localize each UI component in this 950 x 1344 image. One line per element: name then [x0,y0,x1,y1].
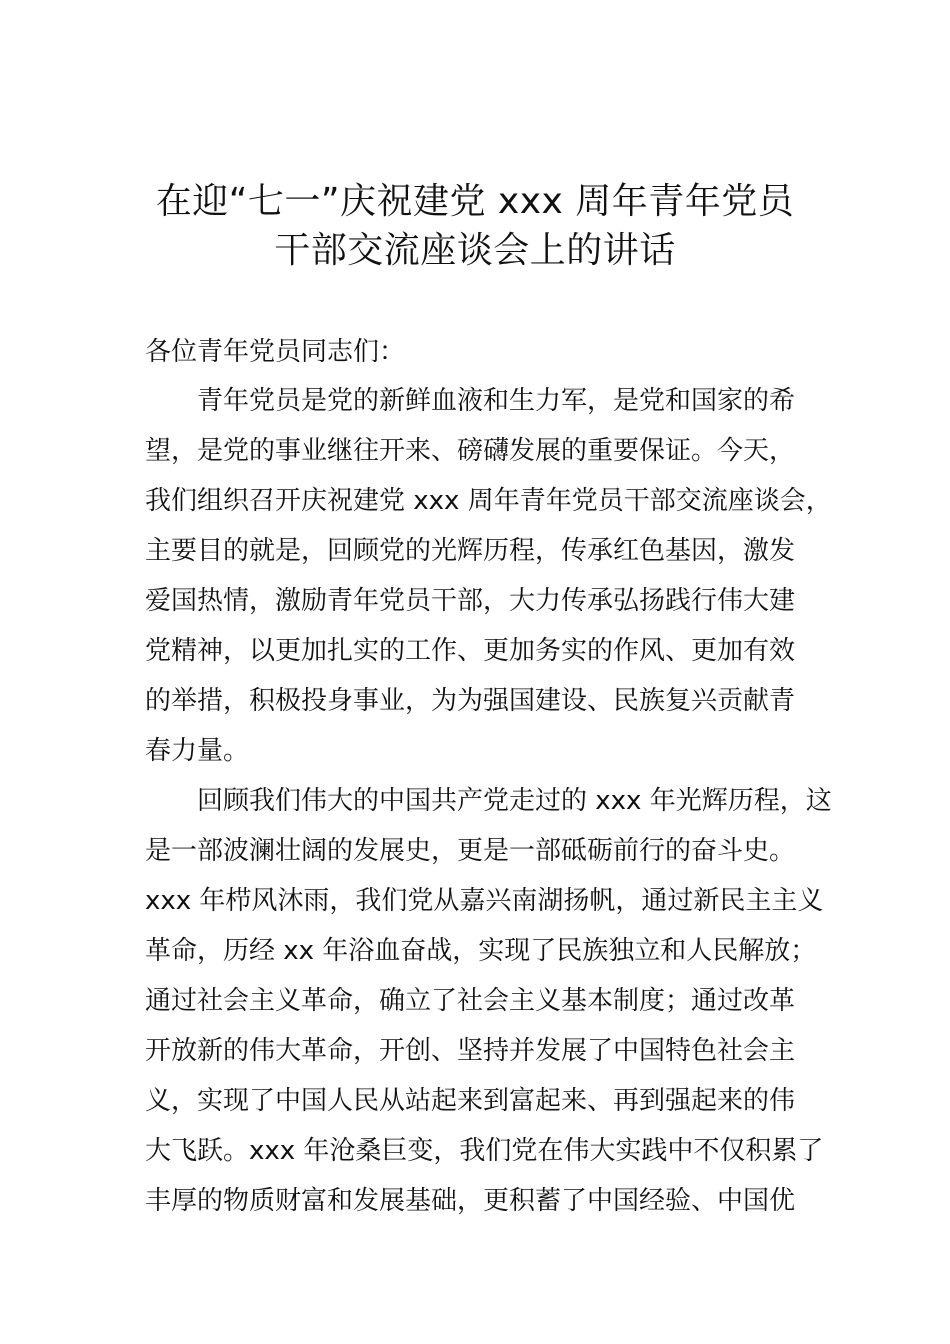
paragraph-1-line-2: 望，是党的事业继往开来、磅礴发展的重要保证。今天， [145,436,796,466]
paragraph-2-line-2: 是一部波澜壮阔的发展史，更是一部砥砺前行的奋斗史。 [145,836,796,866]
paragraph-2-line-1: 回顾我们伟大的中国共产党走过的 xxx 年光辉历程，这 [197,786,832,816]
paragraph-1-line-1: 青年党员是党的新鲜血液和生力军，是党和国家的希 [197,386,796,416]
paragraph-1-line-7: 的举措，积极投身事业，为为强国建设、民族复兴贡献青 [145,686,796,716]
paragraph-2-line-3: xxx 年栉风沐雨，我们党从嘉兴南湖扬帆，通过新民主主义 [145,886,824,916]
paragraph-2-line-6: 开放新的伟大革命，开创、坚持并发展了中国特色社会主 [145,1036,796,1066]
paragraph-1-line-8: 春力量。 [145,736,250,766]
paragraph-1-line-3: 我们组织召开庆祝建党 xxx 周年青年党员干部交流座谈会， [145,486,832,516]
document-title-line-1: 在迎“七一”庆祝建党 xxx 周年青年党员 [155,181,795,222]
paragraph-1-line-5: 爱国热情，激励青年党员干部，大力传承弘扬践行伟大建 [145,586,796,616]
paragraph-2-line-9: 丰厚的物质财富和发展基础，更积蓄了中国经验、中国优 [145,1186,796,1216]
paragraph-2-line-5: 通过社会主义革命，确立了社会主义基本制度；通过改革 [145,986,796,1016]
salutation: 各位青年党员同志们： [145,337,406,367]
paragraph-1-line-6: 党精神，以更加扎实的工作、更加务实的作风、更加有效 [145,636,796,666]
paragraph-2-line-4: 革命，历经 xx 年浴血奋战，实现了民族独立和人民解放； [145,936,817,966]
paragraph-1-line-4: 主要目的就是，回顾党的光辉历程，传承红色基因，激发 [145,536,796,566]
document-title-line-2: 干部交流座谈会上的讲话 [274,230,676,271]
paragraph-2-line-7: 义，实现了中国人民从站起来到富起来、再到强起来的伟 [145,1086,796,1116]
paragraph-2-line-8: 大飞跃。xxx 年沧桑巨变，我们党在伟大实践中不仅积累了 [145,1136,824,1166]
